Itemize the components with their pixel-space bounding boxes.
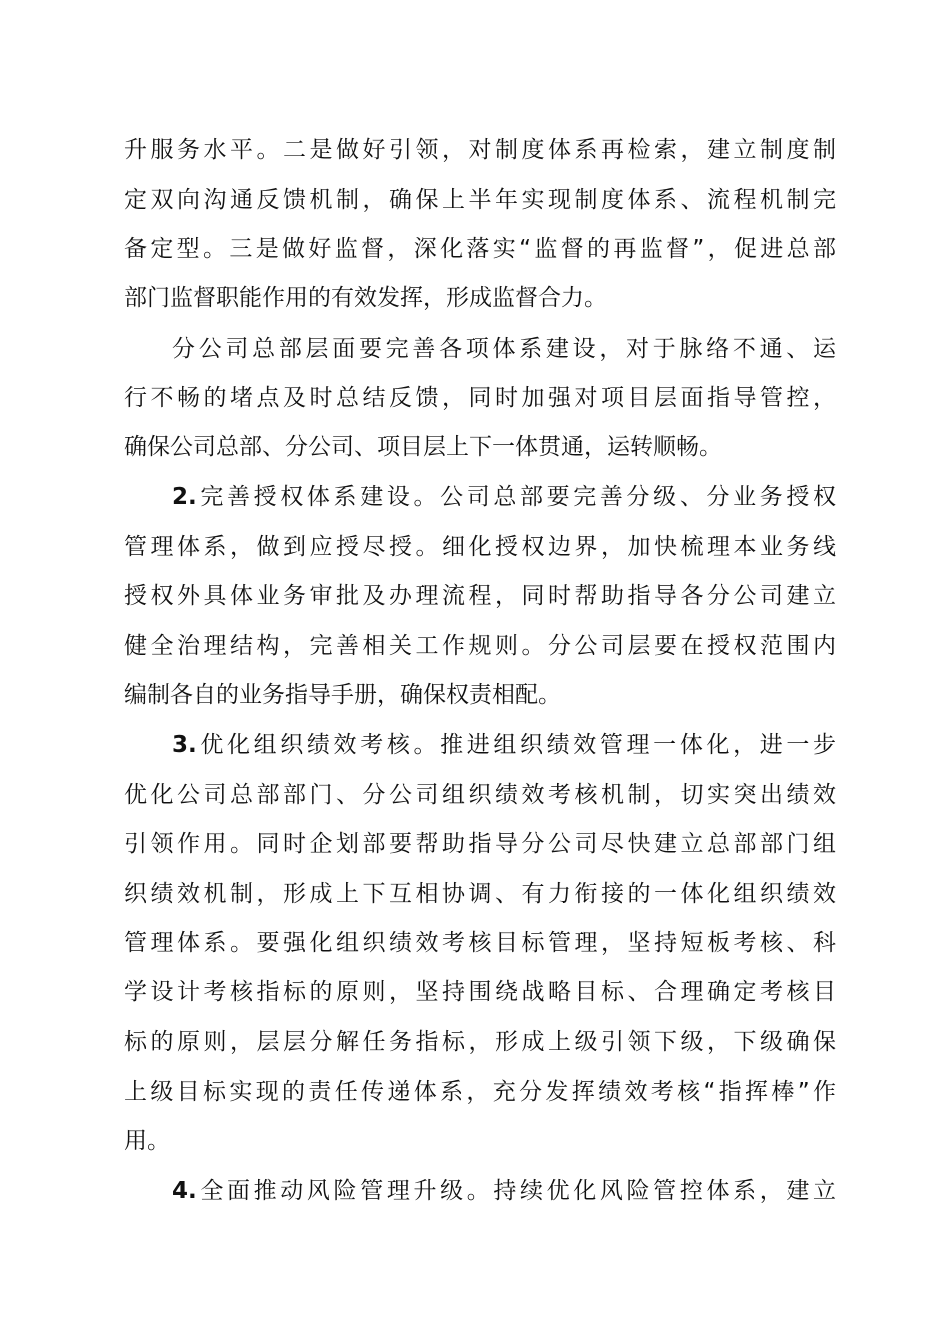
paragraph-line: 学设计考核指标的原则，坚持围绕战略目标、合理确定考核目 bbox=[124, 979, 836, 1005]
paragraph-line: 升服务水平。二是做好引领，对制度体系再检索，建立制度制 bbox=[124, 137, 836, 163]
paragraph-line: 优化公司总部部门、分公司组织绩效考核机制，切实突出绩效 bbox=[124, 782, 836, 808]
heading-text: 优化组织绩效考核。推进组织绩效管理一体化，进一步 bbox=[196, 732, 836, 758]
numbered-heading-line bbox=[172, 725, 836, 765]
paragraph-line: 备定型。三是做好监督，深化落实“监督的再监督”，促进总部 bbox=[124, 236, 836, 262]
paragraph-line: 定双向沟通反馈机制，确保上半年实现制度体系、流程机制完 bbox=[124, 187, 836, 213]
numbered-heading-line bbox=[172, 1171, 836, 1211]
paragraph-line: 管理体系。要强化组织绩效考核目标管理，坚持短板考核、科 bbox=[124, 930, 836, 956]
paragraph-line: 用。 bbox=[124, 1128, 170, 1154]
paragraph-line: 标的原则，层层分解任务指标，形成上级引领下级，下级确保 bbox=[124, 1029, 836, 1055]
paragraph-line: 上级目标实现的责任传递体系，充分发挥绩效考核“指挥棒”作 bbox=[124, 1079, 836, 1105]
heading-text: 全面推动风险管理升级。持续优化风险管控体系，建立 bbox=[196, 1178, 836, 1204]
paragraph-line: 织绩效机制，形成上下互相协调、有力衔接的一体化组织绩效 bbox=[124, 881, 836, 907]
paragraph-line: 管理体系，做到应授尽授。细化授权边界，加快梳理本业务线 bbox=[124, 534, 836, 560]
paragraph-line: 授权外具体业务审批及办理流程，同时帮助指导各分公司建立 bbox=[124, 583, 836, 609]
paragraph-line: 行不畅的堵点及时总结反馈，同时加强对项目层面指导管控， bbox=[124, 385, 836, 411]
paragraph-line: 分公司总部层面要完善各项体系建设，对于脉络不通、运 bbox=[172, 336, 836, 362]
item-number: 4. bbox=[172, 1178, 197, 1204]
paragraph-line: 健全治理结构，完善相关工作规则。分公司层要在授权范围内 bbox=[124, 633, 836, 659]
item-number: 2. bbox=[172, 484, 197, 510]
paragraph-line: 确保公司总部、分公司、项目层上下一体贯通，运转顺畅。 bbox=[124, 434, 722, 460]
numbered-heading-line bbox=[172, 477, 836, 517]
paragraph-line: 引领作用。同时企划部要帮助指导分公司尽快建立总部部门组 bbox=[124, 831, 836, 857]
item-number: 3. bbox=[172, 732, 197, 758]
paragraph-line: 部门监督职能作用的有效发挥，形成监督合力。 bbox=[124, 285, 607, 311]
heading-text: 完善授权体系建设。公司总部要完善分级、分业务授权 bbox=[196, 484, 836, 510]
paragraph-line: 编制各自的业务指导手册，确保权责相配。 bbox=[124, 682, 561, 708]
